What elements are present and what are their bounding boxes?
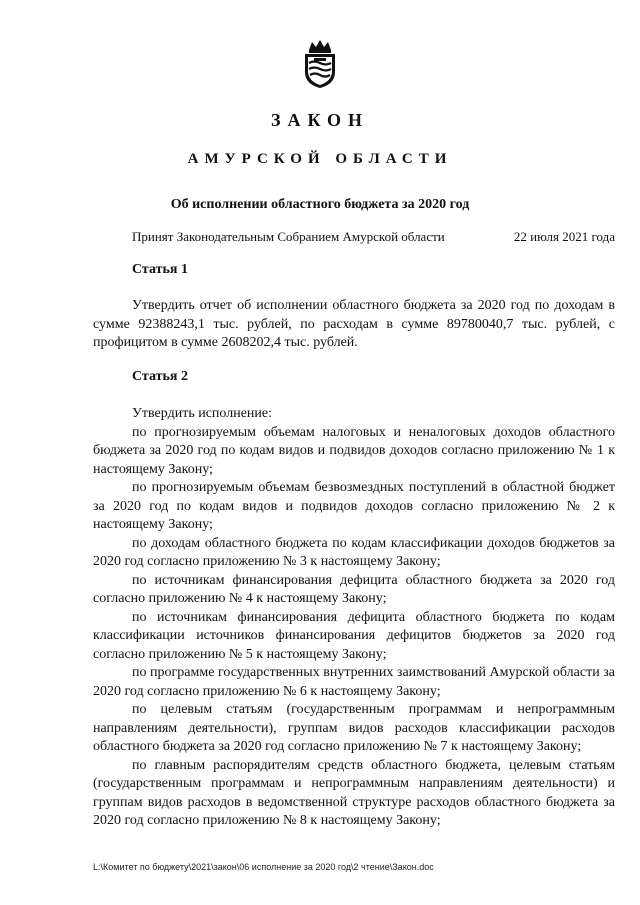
article-2-body <box>93 405 615 831</box>
document-type-title: ЗАКОН <box>270 110 370 130</box>
list-item: по программе государственных внутренних заимствований Амурской области за 2020 год согласно приложению № 6 к настоящему Закону; <box>93 665 615 699</box>
region-title: АМУРСКОЙ ОБЛАСТИ <box>187 151 453 167</box>
list-item: по прогнозируемым объемам безвозмездных поступлений в областной бюджет за 2020 год по кодам видов и подвидов доходов согласно приложению № 2 к настоящему Закону; <box>93 480 615 532</box>
law-subject-title: Об исполнении областного бюджета за 2020 год <box>170 197 470 212</box>
adopted-by-text: Принят Законодательным Собранием Амурской области <box>132 229 445 244</box>
article-1-heading: Статья 1 <box>132 262 188 277</box>
adoption-line <box>132 229 615 245</box>
file-path-footer: L:\Комитет по бюджету\2021\закон\06 исполнение за 2020 год\2 чтение\Закон.doc <box>93 862 434 872</box>
list-item: по источникам финансирования дефицита областного бюджета по кодам классификации источников финансирования дефицитов бюджетов за 2020 год согласно приложению № 5 к настоящему Закону; <box>93 609 615 662</box>
adopted-date-text: 22 июля 2021 года <box>513 229 615 244</box>
article-1-text: Утвердить отчет об исполнении областного бюджета за 2020 год по доходам в сумме 92388243,1 тыс. рублей, по расходам в сумме 89780040,7 тыс. рублей, с профицитом в сумме 2608202,4 тыс. рублей. <box>93 298 615 350</box>
list-item: по источникам финансирования дефицита областного бюджета за 2020 год согласно приложению № 4 к настоящему Закону; <box>93 572 615 606</box>
coat-of-arms-icon <box>300 38 340 90</box>
list-item: по прогнозируемым объемам налоговых и неналоговых доходов областного бюджета за 2020 год по кодам видов и подвидов доходов согласно приложению № 1 к настоящему Закону; <box>93 424 615 477</box>
article-2-intro: Утвердить исполнение: <box>132 406 272 421</box>
list-item: по целевым статьям (государственным программам и непрограммным направлениям деятельности), группам видов расходов классификации расходов областного бюджета за 2020 год согласно приложению № 7 к настоящему Закону; <box>93 702 615 754</box>
list-item: по главным распорядителям средств областного бюджета, целевым статьям (государственным программам и непрограммным направлениям деятельности) и группам видов расходов в ведомственной структуре расходов областного бюджета за 2020 год согласно приложению № 8 к настоящему Закону; <box>93 757 615 828</box>
list-item: по доходам областного бюджета по кодам классификации доходов бюджетов за 2020 год согласно приложению № 3 к настоящему Закону; <box>93 535 615 569</box>
article-2-heading: Статья 2 <box>132 369 188 384</box>
